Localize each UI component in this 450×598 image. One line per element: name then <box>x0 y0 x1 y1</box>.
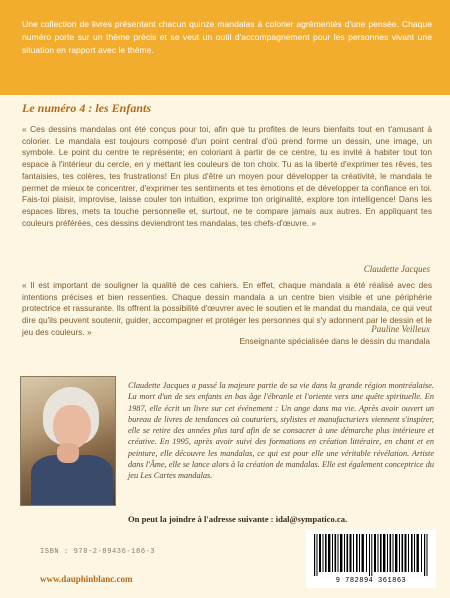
section-title: Le numéro 4 : les Enfants <box>22 101 152 115</box>
signature-role: Enseignante spécialisée dans le dessin du mandala <box>239 336 430 346</box>
author-biography: Claudette Jacques a passé la majeure partie de sa vie dans la grande région montréalaise. La mort d'un de ses enfants en bas âge l'ébranle et l'oriente vers une quête spirituelle. En 1987, elle écrit un livre sur cet événement : Un ange dans ma vie. Après avoir ouvert un bureau de livres de tendances où couturiers, stylistes et manufacturiers viennent s'inspirer, elle se retire des années plus tard afin de se consacrer à une démarche plus intérieure et créative. En 1995, après avoir suivi des formations en création littéraire, en chant et en peinture, elle découvre les mandalas, ce qui est pour elle une véritable révélation. Artiste dans l'Âme, elle se lance alors à la création de mandalas. Elle est également conceptrice du jeu Les Cartes mandalas. <box>128 381 434 481</box>
collection-description: Une collection de livres présentant chacun quinze mandalas à colorier agrémentés d'une pensée. Chaque numéro porte sur un thème précis et se veut un outil d'accompagnement pour les personnes vivant une situation en rapport avec le thème. <box>22 19 432 55</box>
author-contact: On peut la joindre à l'adresse suivante : idal@sympatico.ca. <box>128 514 348 524</box>
signature-claudette: Claudette Jacques <box>363 264 430 274</box>
signature-pauline: Pauline Veilleux <box>371 324 430 334</box>
isbn-label: ISBN : 978-2-89436-186-3 <box>40 548 156 556</box>
barcode-number: 9 782894 361863 <box>335 577 407 585</box>
barcode <box>306 530 436 588</box>
quote-author: « Ces dessins mandalas ont été conçus pour toi, afin que tu profites de leurs bienfaits tout en t'amusant à colorier. Le mandala est toujours composé d'un point central d'où prend forme un dessin, une image, un symbole. Le point du centre te représente; en coloriant à partir de ce centre, tu es invité à habiter tout ton espace à l'intérieur du cercle, en y mettant les couleurs de ton choix. Tu as la liberté d'exprimer tes rêves, tes fantaisies, tes colères, tes frustrations! En plus d'être un moyen pour développer ta créativité, le mandala te permet de mieux te concentrer, d'exprimer tes sentiments et tes émotions et de développer ta confiance en toi. Fais-toi plaisir, improvise, laisse couler ton intuition, exprime ton originalité, explore ton intelligence! Dans les espaces libres, mets ta touche personnelle et, surtout, ne te compare jamais aux autres. En appliquant tes couleurs préférées, ces dessins deviendront tes mandalas, tes chefs-d'œuvre. » <box>22 124 432 228</box>
publisher-website[interactable]: www.dauphinblanc.com <box>40 574 133 584</box>
barcode-icon <box>312 534 430 576</box>
top-banner <box>0 0 450 95</box>
quote-teacher: « Il est important de souligner la qualité de ces cahiers. En effet, chaque mandala a été réalisé avec des intentions précises et bien ressenties. Chaque dessin mandala a un centre bien visible et une périphérie protectrice et rassurante. Ils offrent la possibilité d'œuvrer avec le soutien et le mandat du mandala, ce qui veut dire qu'ils peuvent soutenir, guider, accompagner et protéger les personnes qui s'y adonnent par le dessin et le jeu des couleurs. » <box>22 280 432 337</box>
author-photo <box>20 376 116 506</box>
